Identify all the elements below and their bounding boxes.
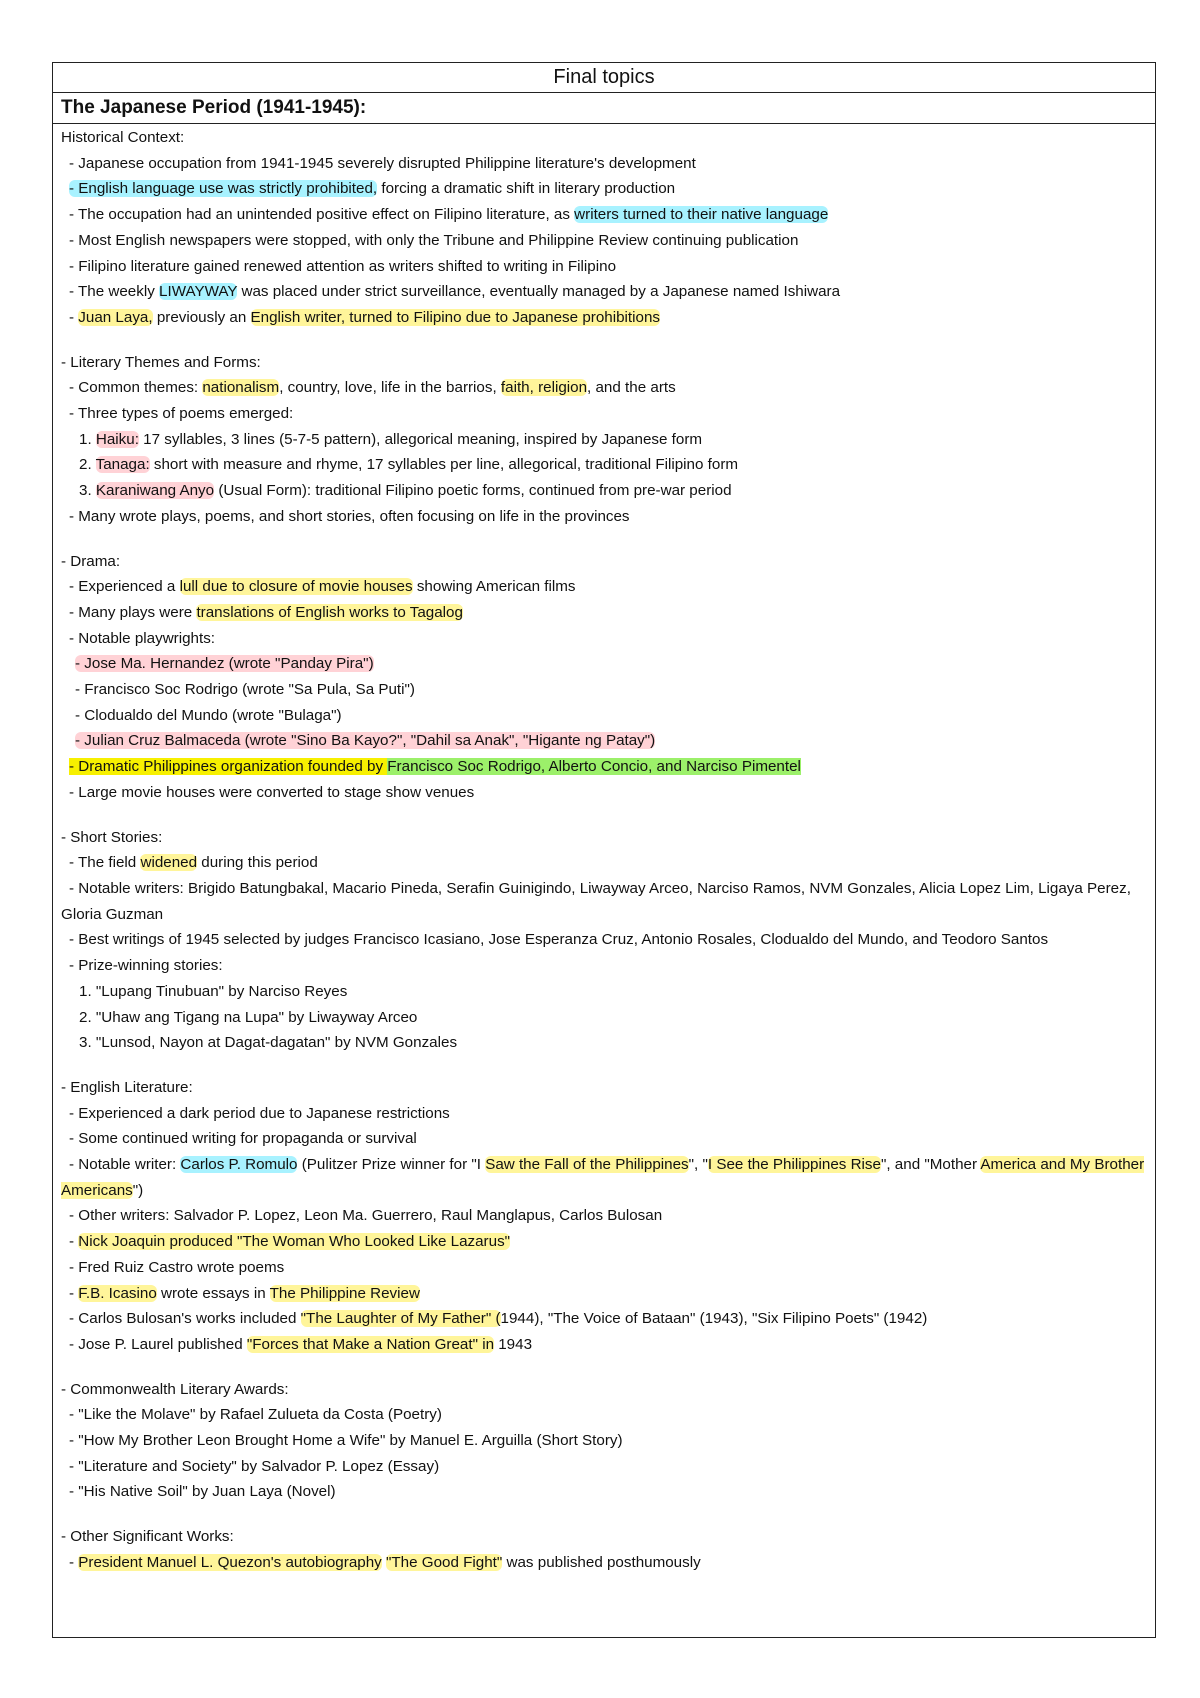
award-item: - "Literature and Society" by Salvador P. Lopez (Essay) xyxy=(69,1457,440,1475)
note-line xyxy=(61,754,1147,780)
awards-heading: - Commonwealth Literary Awards: xyxy=(61,1380,289,1398)
note-line: - Most English newspapers were stopped, with only the Tribune and Philippine Review continuing publication xyxy=(69,231,799,249)
highlight: Nick Joaquin produced "The Woman Who Looked Like Lazarus" xyxy=(78,1233,511,1251)
highlight: writers turned to their native language xyxy=(574,206,829,224)
highlight: lull due to closure of movie houses xyxy=(179,578,413,596)
highlight: Tanaga: xyxy=(95,456,150,474)
other-works-heading: - Other Significant Works: xyxy=(61,1528,234,1546)
note-line: - The field widened during this period xyxy=(69,854,318,872)
playwright-item: - Clodualdo del Mundo (wrote "Bulaga") xyxy=(75,706,342,724)
note-line: - Fred Ruiz Castro wrote poems xyxy=(69,1258,285,1276)
highlight: English writer, turned to Filipino due to Japanese prohibitions xyxy=(250,308,660,326)
highlight: The Philippine Review xyxy=(269,1284,420,1302)
highlight: LIWAYWAY xyxy=(159,283,238,301)
highlight: - Julian Cruz Balmaceda (wrote "Sino Ba Kayo?", "Dahil sa Anak", "Higante ng Patay") xyxy=(75,732,656,750)
note-line: - Many plays were translations of English works to Tagalog xyxy=(69,603,463,621)
note-line: - Prize-winning stories: xyxy=(69,957,223,975)
award-item: - "How My Brother Leon Brought Home a Wife" by Manuel E. Arguilla (Short Story) xyxy=(69,1432,623,1450)
highlight: Carlos P. Romulo xyxy=(180,1156,298,1174)
highlight: Haiku: xyxy=(95,430,139,448)
note-line: - Nick Joaquin produced "The Woman Who Looked Like Lazarus" xyxy=(69,1233,511,1251)
note-line: - Notable playwrights: xyxy=(69,629,216,647)
notes-sheet xyxy=(52,62,1156,1638)
note-line: - The weekly LIWAYWAY was placed under strict surveillance, eventually managed by a Japanese named Ishiwara xyxy=(69,283,841,301)
highlight: Francisco Soc Rodrigo, Alberto Concio, and Narciso Pimentel xyxy=(387,758,801,776)
story-item: 1. "Lupang Tinubuan" by Narciso Reyes xyxy=(79,982,348,1000)
note-line: - Experienced a dark period due to Japanese restrictions xyxy=(69,1104,450,1122)
highlight: translations of English works to Tagalog xyxy=(196,603,463,621)
english-lit-heading: - English Literature: xyxy=(61,1078,193,1096)
playwright-item: - Francisco Soc Rodrigo (wrote "Sa Pula, Sa Puti") xyxy=(75,681,415,699)
note-line: - Notable writer: Carlos P. Romulo (Pulitzer Prize winner for "I Saw the Fall of the Philippines", "I See the Philippines Rise", and "Mother America and My Brother Americans") xyxy=(61,1156,1145,1199)
highlight: America and My Brother Americans xyxy=(61,1156,1145,1199)
note-line: - Notable writers: Brigido Batungbakal, Macario Pineda, Serafin Guinigindo, Liwayway Arceo, Narciso Ramos, NVM Gonzales, Alicia Lopez Lim, Ligaya Perez, Gloria Guzman xyxy=(61,879,1131,923)
note-line: - Japanese occupation from 1941-1945 severely disrupted Philippine literature's development xyxy=(69,154,696,172)
highlight: - English language use was strictly prohibited, xyxy=(69,180,378,198)
highlight: Karaniwang Anyo xyxy=(95,482,215,500)
note-line: - Experienced a lull due to closure of movie houses showing American films xyxy=(69,578,576,596)
note-line: - Carlos Bulosan's works included "The Laughter of My Father" (1944), "The Voice of Bataan" (1943), "Six Filipino Poets" (1942) xyxy=(69,1310,928,1328)
banner-title: Final topics xyxy=(53,63,1155,93)
poem-item: 1. Haiku: 17 syllables, 3 lines (5-7-5 pattern), allegorical meaning, inspired by Japanese form xyxy=(79,430,703,448)
note-line: - Large movie houses were converted to stage show venues xyxy=(69,783,475,801)
highlight: I See the Philippines Rise xyxy=(707,1156,881,1174)
note-line: - Common themes: nationalism, country, love, life in the barrios, faith, religion, and the arts xyxy=(69,379,676,397)
notes-body xyxy=(53,124,1155,1576)
note-line: - President Manuel L. Quezon's autobiography "The Good Fight" was published posthumously xyxy=(69,1553,701,1571)
poem-item: 2. Tanaga: short with measure and rhyme, 17 syllables per line, allegorical, traditional Filipino form xyxy=(79,456,739,474)
award-item: - "His Native Soil" by Juan Laya (Novel) xyxy=(69,1483,336,1501)
poem-item: 3. Karaniwang Anyo (Usual Form): traditional Filipino poetic forms, continued from pre-war period xyxy=(79,482,732,500)
note-line: - Other writers: Salvador P. Lopez, Leon Ma. Guerrero, Raul Manglapus, Carlos Bulosan xyxy=(69,1207,663,1225)
story-item: 3. "Lunsod, Nayon at Dagat-dagatan" by NVM Gonzales xyxy=(79,1034,458,1052)
note-line: - Some continued writing for propaganda or survival xyxy=(69,1130,417,1148)
award-item: - "Like the Molave" by Rafael Zulueta da Costa (Poetry) xyxy=(69,1406,442,1424)
highlight: widened xyxy=(140,854,198,872)
highlight: - Jose Ma. Hernandez (wrote "Panday Pira") xyxy=(75,655,374,673)
drama-heading: - Drama: xyxy=(61,552,121,570)
highlight: "The Laughter of My Father" ( xyxy=(300,1310,501,1328)
note-line: - Best writings of 1945 selected by judges Francisco Icasiano, Jose Esperanza Cruz, Antonio Rosales, Clodualdo del Mundo, and Teodoro Santos xyxy=(69,931,1049,949)
section-title: The Japanese Period (1941-1945): xyxy=(53,93,1155,124)
highlight: "Forces that Make a Nation Great" in xyxy=(246,1335,495,1353)
note-line: - Three types of poems emerged: xyxy=(69,405,294,423)
story-item: 2. "Uhaw ang Tigang na Lupa" by Liwayway Arceo xyxy=(79,1008,418,1026)
highlight: Saw the Fall of the Philippines xyxy=(485,1156,689,1174)
note-line: - F.B. Icasino wrote essays in The Philippine Review xyxy=(69,1284,420,1302)
playwright-item xyxy=(61,728,1147,754)
highlight: faith, religion xyxy=(500,379,588,397)
note-line: - Juan Laya, previously an English writer, turned to Filipino due to Japanese prohibitions xyxy=(69,308,660,326)
note-line: - The occupation had an unintended positive effect on Filipino literature, as writers turned to their native language xyxy=(69,206,829,224)
short-stories-heading: - Short Stories: xyxy=(61,828,163,846)
highlight: "The Good Fight" xyxy=(385,1553,503,1571)
note-line: - Jose P. Laurel published "Forces that Make a Nation Great" in 1943 xyxy=(69,1335,533,1353)
highlight: - Dramatic Philippines organization founded by xyxy=(69,758,388,776)
historical-context-heading: Historical Context: xyxy=(61,129,185,146)
themes-heading: - Literary Themes and Forms: xyxy=(61,353,261,371)
note-line: - Many wrote plays, poems, and short stories, often focusing on life in the provinces xyxy=(69,507,630,525)
highlight: F.B. Icasino xyxy=(78,1284,157,1302)
highlight: President Manuel L. Quezon's autobiography xyxy=(78,1553,382,1571)
highlight: nationalism xyxy=(202,379,280,397)
note-line: - English language use was strictly prohibited, forcing a dramatic shift in literary production xyxy=(69,180,676,198)
note-line: - Filipino literature gained renewed attention as writers shifted to writing in Filipino xyxy=(69,257,617,275)
highlight: Juan Laya, xyxy=(78,308,153,326)
playwright-item xyxy=(61,651,1147,677)
